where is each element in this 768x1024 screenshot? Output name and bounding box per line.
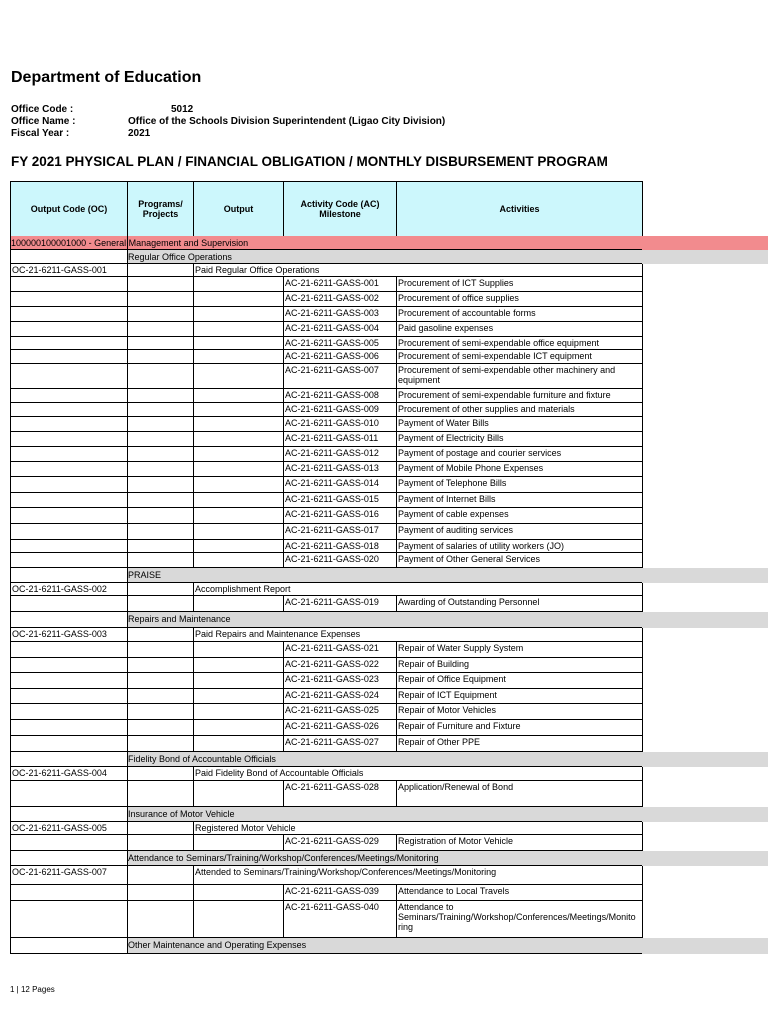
- output-cell: [193, 364, 283, 389]
- program-cell: [127, 658, 193, 673]
- output-code-cell: [10, 781, 127, 807]
- output-row: [10, 264, 768, 277]
- activity-cell: Registration of Motor Vehicle: [396, 835, 643, 851]
- activity-cell: Procurement of ICT Supplies: [396, 277, 643, 292]
- band-fill: [127, 568, 768, 583]
- general-band-row: [10, 236, 768, 250]
- activity-row: [10, 322, 768, 337]
- program-cell: [127, 524, 193, 540]
- output-cell: Attended to Seminars/Training/Workshop/Conferences/Meetings/Monitoring: [193, 866, 283, 885]
- output-cell: [193, 477, 283, 493]
- activity-row: [10, 704, 768, 720]
- activity-cell: Payment of salaries of utility workers (JO): [396, 540, 643, 553]
- program-name: Fidelity Bond of Accountable Officials: [128, 754, 276, 764]
- output-cell: [193, 835, 283, 851]
- activity-code-cell: AC-21-6211-GASS-003: [283, 307, 396, 322]
- program-cell: [127, 767, 193, 781]
- program-cell: [127, 264, 193, 277]
- activity-code-cell: AC-21-6211-GASS-023: [283, 673, 396, 689]
- activity-code-cell: AC-21-6211-GASS-004: [283, 322, 396, 337]
- output-cell: [193, 553, 283, 568]
- program-cell: [127, 432, 193, 447]
- activity-row: [10, 689, 768, 704]
- program-cell: [127, 350, 193, 364]
- activity-code-cell: AC-21-6211-GASS-017: [283, 524, 396, 540]
- program-cell: [127, 642, 193, 658]
- activity-row: [10, 493, 768, 508]
- activity-cell: Payment of Telephone Bills: [396, 477, 643, 493]
- activity-cell: Payment of Mobile Phone Expenses: [396, 462, 643, 477]
- activity-code-cell: AC-21-6211-GASS-029: [283, 835, 396, 851]
- output-code-cell: [10, 417, 127, 432]
- activity-row: [10, 432, 768, 447]
- activity-row: [10, 350, 768, 364]
- output-cell: [193, 389, 283, 403]
- output-code-cell: OC-21-6211-GASS-002: [10, 583, 127, 596]
- output-code-cell: [10, 508, 127, 524]
- output-cell: [193, 322, 283, 337]
- activity-cell: [396, 628, 643, 642]
- output-row: [10, 767, 768, 781]
- output-cell: [193, 642, 283, 658]
- output-cell: [193, 596, 283, 612]
- program-name: PRAISE: [128, 570, 162, 580]
- activity-cell: Repair of Other PPE: [396, 736, 643, 752]
- program-cell: [127, 337, 193, 350]
- program-cell: [127, 403, 193, 417]
- output-row: [10, 866, 768, 885]
- activity-code-cell: AC-21-6211-GASS-005: [283, 337, 396, 350]
- program-cell: [127, 277, 193, 292]
- activity-row: [10, 673, 768, 689]
- activity-code-cell: AC-21-6211-GASS-018: [283, 540, 396, 553]
- output-cell: [193, 689, 283, 704]
- output-cell: [193, 540, 283, 553]
- fiscal-year-value: 2021: [128, 128, 151, 139]
- fiscal-year-label: Fiscal Year :: [11, 128, 70, 139]
- cell-border: [10, 568, 11, 583]
- output-cell: [193, 277, 283, 292]
- activity-cell: Procurement of semi-expendable office equipment: [396, 337, 643, 350]
- output-cell: [193, 292, 283, 307]
- output-cell: [193, 673, 283, 689]
- activity-row: [10, 781, 768, 807]
- output-code-cell: [10, 689, 127, 704]
- col-activities: Activities: [397, 182, 643, 237]
- cell-border: [10, 851, 11, 866]
- output-cell: [193, 885, 283, 901]
- output-cell: Paid Fidelity Bond of Accountable Officials: [193, 767, 283, 781]
- office-code-value: 5012: [171, 104, 194, 115]
- table-header: [10, 181, 643, 237]
- activity-code-cell: [283, 628, 396, 642]
- output-code-cell: [10, 673, 127, 689]
- activity-row: [10, 447, 768, 462]
- output-code-cell: [10, 462, 127, 477]
- output-code-cell: [10, 720, 127, 736]
- program-name: Insurance of Motor Vehicle: [128, 809, 235, 819]
- program-cell: [127, 364, 193, 389]
- program-cell: [127, 822, 193, 835]
- activity-row: [10, 403, 768, 417]
- activity-code-cell: [283, 767, 396, 781]
- activity-cell: Application/Renewal of Bond: [396, 781, 643, 807]
- program-cell: [127, 673, 193, 689]
- program-cell: [127, 885, 193, 901]
- activity-row: [10, 389, 768, 403]
- activity-code-cell: AC-21-6211-GASS-012: [283, 447, 396, 462]
- activity-code-cell: AC-21-6211-GASS-028: [283, 781, 396, 807]
- activity-row: [10, 508, 768, 524]
- program-cell: [127, 493, 193, 508]
- output-code-cell: [10, 524, 127, 540]
- page-footer: 1 | 12 Pages: [10, 985, 55, 994]
- office-name-value: Office of the Schools Division Superintendent (Ligao City Division): [128, 116, 446, 127]
- program-band-row: [10, 807, 768, 822]
- program-cell: [127, 689, 193, 704]
- program-band-row: [10, 250, 768, 264]
- activity-code-cell: [283, 866, 396, 885]
- activity-cell: Payment of postage and courier services: [396, 447, 643, 462]
- activity-cell: Repair of ICT Equipment: [396, 689, 643, 704]
- output-code-cell: [10, 350, 127, 364]
- output-code-cell: [10, 277, 127, 292]
- output-code-cell: [10, 307, 127, 322]
- activity-code-cell: AC-21-6211-GASS-007: [283, 364, 396, 389]
- activity-code-cell: AC-21-6211-GASS-010: [283, 417, 396, 432]
- activity-row: [10, 736, 768, 752]
- activity-row: [10, 658, 768, 673]
- activity-cell: [396, 583, 643, 596]
- activity-cell: [396, 264, 643, 277]
- activity-row: [10, 307, 768, 322]
- output-cell: [193, 658, 283, 673]
- activity-row: [10, 553, 768, 568]
- output-cell: Paid Repairs and Maintenance Expenses: [193, 628, 283, 642]
- activity-cell: Payment of Electricity Bills: [396, 432, 643, 447]
- activity-cell: Repair of Motor Vehicles: [396, 704, 643, 720]
- activity-cell: Repair of Furniture and Fixture: [396, 720, 643, 736]
- program-cell: [127, 866, 193, 885]
- activity-row: [10, 277, 768, 292]
- output-code-cell: [10, 477, 127, 493]
- activity-row: [10, 901, 768, 938]
- program-cell: [127, 540, 193, 553]
- output-code-cell: [10, 389, 127, 403]
- activity-row: [10, 835, 768, 851]
- output-cell: [193, 337, 283, 350]
- activity-code-cell: [283, 264, 396, 277]
- output-row: [10, 822, 768, 835]
- activity-cell: Payment of auditing services: [396, 524, 643, 540]
- program-cell: [127, 583, 193, 596]
- output-code-cell: OC-21-6211-GASS-001: [10, 264, 127, 277]
- activity-row: [10, 596, 768, 612]
- cell-border: [10, 938, 11, 954]
- output-cell: [193, 720, 283, 736]
- program-band-row: [10, 752, 768, 767]
- output-code-cell: [10, 447, 127, 462]
- program-cell: [127, 781, 193, 807]
- activity-cell: Payment of Other General Services: [396, 553, 643, 568]
- output-code-cell: OC-21-6211-GASS-003: [10, 628, 127, 642]
- program-cell: [127, 307, 193, 322]
- program-cell: [127, 628, 193, 642]
- activity-cell: Awarding of Outstanding Personnel: [396, 596, 643, 612]
- activity-code-cell: AC-21-6211-GASS-024: [283, 689, 396, 704]
- output-code-cell: [10, 885, 127, 901]
- activity-cell: [396, 822, 643, 835]
- activity-row: [10, 540, 768, 553]
- output-row: [10, 583, 768, 596]
- activity-cell: Payment of cable expenses: [396, 508, 643, 524]
- general-band-label: 100000100001000 - General Management and Supervision: [11, 238, 249, 248]
- program-cell: [127, 417, 193, 432]
- cell-border: [10, 612, 11, 628]
- activity-code-cell: AC-21-6211-GASS-006: [283, 350, 396, 364]
- output-code-cell: [10, 901, 127, 938]
- activity-row: [10, 337, 768, 350]
- program-cell: [127, 389, 193, 403]
- output-cell: [193, 704, 283, 720]
- output-cell: [193, 417, 283, 432]
- activity-code-cell: AC-21-6211-GASS-011: [283, 432, 396, 447]
- output-code-cell: [10, 835, 127, 851]
- activity-cell: Procurement of semi-expendable furniture and fixture: [396, 389, 643, 403]
- activity-cell: Procurement of semi-expendable ICT equipment: [396, 350, 643, 364]
- program-cell: [127, 322, 193, 337]
- output-code-cell: [10, 364, 127, 389]
- output-cell: [193, 307, 283, 322]
- activity-code-cell: AC-21-6211-GASS-013: [283, 462, 396, 477]
- activity-cell: Repair of Water Supply System: [396, 642, 643, 658]
- program-name: Attendance to Seminars/Training/Workshop/Conferences/Meetings/Monitoring: [128, 853, 439, 863]
- activity-code-cell: AC-21-6211-GASS-002: [283, 292, 396, 307]
- output-code-cell: [10, 292, 127, 307]
- program-cell: [127, 508, 193, 524]
- activity-cell: Repair of Building: [396, 658, 643, 673]
- activity-code-cell: AC-21-6211-GASS-008: [283, 389, 396, 403]
- activity-row: [10, 524, 768, 540]
- activity-code-cell: AC-21-6211-GASS-027: [283, 736, 396, 752]
- cell-border: [10, 752, 11, 767]
- output-cell: [193, 781, 283, 807]
- activity-cell: Procurement of accountable forms: [396, 307, 643, 322]
- output-cell: [193, 432, 283, 447]
- col-output: Output: [194, 182, 284, 237]
- output-code-cell: [10, 642, 127, 658]
- office-name-label: Office Name :: [11, 116, 76, 127]
- activity-cell: Paid gasoline expenses: [396, 322, 643, 337]
- output-cell: Registered Motor Vehicle: [195, 823, 296, 833]
- program-cell: [127, 462, 193, 477]
- activity-code-cell: AC-21-6211-GASS-021: [283, 642, 396, 658]
- activity-cell: Repair of Office Equipment: [396, 673, 643, 689]
- program-name: Repairs and Maintenance: [128, 614, 231, 624]
- plan-table-body: [10, 236, 768, 954]
- activity-code-cell: AC-21-6211-GASS-040: [283, 901, 396, 938]
- output-cell: [193, 447, 283, 462]
- program-band-row: [10, 568, 768, 583]
- document-title: Department of Education: [11, 69, 202, 86]
- activity-code-cell: AC-21-6211-GASS-001: [283, 277, 396, 292]
- output-code-cell: [10, 704, 127, 720]
- program-cell: [127, 720, 193, 736]
- activity-code-cell: AC-21-6211-GASS-039: [283, 885, 396, 901]
- output-code-cell: OC-21-6211-GASS-007: [10, 866, 127, 885]
- activity-row: [10, 417, 768, 432]
- program-cell: [127, 447, 193, 462]
- activity-code-cell: [283, 583, 396, 596]
- output-code-cell: [10, 596, 127, 612]
- activity-code-cell: AC-21-6211-GASS-009: [283, 403, 396, 417]
- activity-row: [10, 462, 768, 477]
- activity-row: [10, 364, 768, 389]
- activity-code-cell: AC-21-6211-GASS-022: [283, 658, 396, 673]
- output-cell: [193, 462, 283, 477]
- activity-code-cell: AC-21-6211-GASS-019: [283, 596, 396, 612]
- activity-cell: Payment of Water Bills: [396, 417, 643, 432]
- activity-code-cell: AC-21-6211-GASS-020: [283, 553, 396, 568]
- program-band-row: [10, 612, 768, 628]
- activity-cell: Procurement of office supplies: [396, 292, 643, 307]
- col-activity-code: Activity Code (AC) Milestone: [284, 182, 397, 237]
- activity-row: [10, 885, 768, 901]
- output-cell: [193, 403, 283, 417]
- output-cell: [193, 508, 283, 524]
- output-cell: [193, 901, 283, 938]
- output-row: [10, 628, 768, 642]
- output-code-cell: OC-21-6211-GASS-005: [10, 822, 127, 835]
- output-cell: [193, 736, 283, 752]
- activity-cell: Payment of Internet Bills: [396, 493, 643, 508]
- output-code-cell: OC-21-6211-GASS-004: [10, 767, 127, 781]
- office-code-label: Office Code :: [11, 104, 74, 115]
- output-cell: [193, 524, 283, 540]
- activity-cell: Procurement of other supplies and materials: [396, 403, 643, 417]
- activity-code-cell: AC-21-6211-GASS-014: [283, 477, 396, 493]
- program-cell: [127, 901, 193, 938]
- activity-row: [10, 477, 768, 493]
- output-code-cell: [10, 322, 127, 337]
- activity-cell: Procurement of semi-expendable other machinery and equipment: [396, 364, 643, 389]
- program-cell: [127, 835, 193, 851]
- activity-cell: Attendance to Local Travels: [396, 885, 643, 901]
- cell-border: [10, 807, 11, 822]
- output-cell: Paid Regular Office Operations: [195, 265, 320, 275]
- plan-heading: FY 2021 PHYSICAL PLAN / FINANCIAL OBLIGATION / MONTHLY DISBURSEMENT PROGRAM: [11, 154, 608, 169]
- program-band-row: [10, 851, 768, 866]
- activity-cell: [396, 767, 643, 781]
- output-code-cell: [10, 432, 127, 447]
- activity-code-cell: [283, 822, 396, 835]
- output-code-cell: [10, 553, 127, 568]
- program-name: Other Maintenance and Operating Expenses: [128, 940, 307, 950]
- activity-row: [10, 720, 768, 736]
- output-code-cell: [10, 540, 127, 553]
- program-name: Regular Office Operations: [128, 252, 232, 262]
- program-cell: [127, 704, 193, 720]
- row-border: [10, 953, 642, 954]
- activity-cell: Attendance to Seminars/Training/Workshop/Conferences/Meetings/Monito ring: [396, 901, 643, 938]
- program-cell: [127, 736, 193, 752]
- output-code-cell: [10, 658, 127, 673]
- col-programs-projects: Programs/ Projects: [128, 182, 194, 237]
- activity-code-cell: AC-21-6211-GASS-015: [283, 493, 396, 508]
- activity-code-cell: AC-21-6211-GASS-025: [283, 704, 396, 720]
- activity-code-cell: AC-21-6211-GASS-026: [283, 720, 396, 736]
- output-code-cell: [10, 493, 127, 508]
- program-cell: [127, 553, 193, 568]
- activity-code-cell: AC-21-6211-GASS-016: [283, 508, 396, 524]
- output-code-cell: [10, 403, 127, 417]
- output-cell: [193, 350, 283, 364]
- program-band-row: [10, 938, 768, 954]
- output-cell: [193, 493, 283, 508]
- cell-border: [10, 250, 11, 264]
- activity-cell: [396, 866, 643, 885]
- output-code-cell: [10, 736, 127, 752]
- program-cell: [127, 596, 193, 612]
- activity-row: [10, 292, 768, 307]
- output-code-cell: [10, 337, 127, 350]
- activity-row: [10, 642, 768, 658]
- col-output-code: Output Code (OC): [11, 182, 128, 237]
- output-cell: Accomplishment Report: [195, 584, 291, 594]
- program-cell: [127, 477, 193, 493]
- program-cell: [127, 292, 193, 307]
